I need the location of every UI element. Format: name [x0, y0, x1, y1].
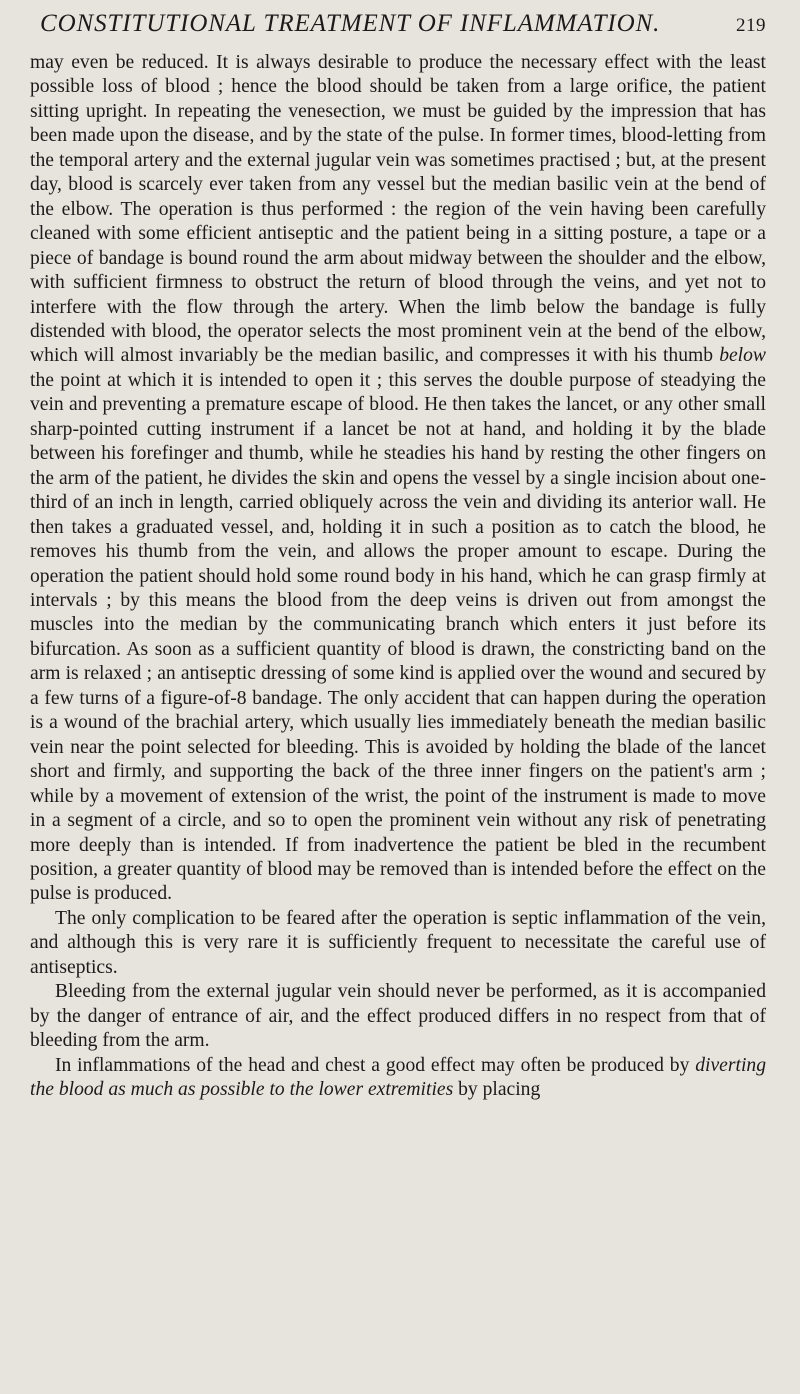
text-run: The only complication to be feared after the operation is septic inflammation of the vein, and although this is very rare it is sufficiently frequent to necessitate the careful use of antiseptics.	[30, 907, 766, 978]
text-run: the point at which it is intended to open it ; this serves the double purpose of steadying the vein and preventing a premature escape of blood. He then takes the lancet, or any other small sharp-pointed cutting instrument if a lancet be not at hand, and holding it by the blade between his forefinger and thumb, while he steadies his hand by resting the other fingers on the arm of the patient, he divides the skin and opens the vessel by a single incision about one-third of an inch in length, carried obliquely across the vein and dividing its anterior wall. He then takes a graduated vessel, and, holding it in such a position as to catch the blood, he removes his thumb from the vein, and allows the proper amount to escape. During the operation the patient should hold some round body in his hand, which he can grasp firmly at intervals ; by this means the blood from the deep veins is driven out from amongst the muscles into the median by the communicating branch which enters it just before its bifurcation. As soon as a sufficient quantity of blood is drawn, the constricting band on the arm is relaxed ; an antiseptic dressing of some kind is applied over the wound and secured by a few turns of a figure-of-8 bandage. The only accident that can happen during the operation is a wound of the brachial artery, which usually lies immediately beneath the median basilic vein near the point selected for bleeding. This is avoided by holding the blade of the lancet short and firmly, and supporting the back of the three inner fingers on the patient's arm ; while by a movement of extension of the wrist, the point of the instrument is made to move in a segment of a circle, and so to open the prominent vein without any risk of penetrating more deeply than is intended. If from inadvertence the patient be bled in the recumbent position, a greater quantity of blood may be removed than is intended before the effect on the pulse is produced.	[30, 369, 766, 905]
text-run: Bleeding from the external jugular vein should never be performed, as it is accompanied by the danger of entrance of air, and the effect produced differs in no respect from that of bleeding from the arm.	[30, 981, 766, 1052]
running-title: CONSTITUTIONAL TREATMENT OF INFLAMMATION.	[40, 10, 661, 37]
paragraph-venesection-procedure	[30, 51, 766, 907]
running-head	[30, 10, 766, 50]
text-run: may even be reduced. It is always desirable to produce the necessary effect with the least possible loss of blood ; hence the blood should be taken from a large orifice, the patient sitting upright. In repeating the venesection, we must be guided by the impression that has been made upon the disease, and by the state of the pulse. In former times, blood-letting from the temporal artery and the external jugular vein was sometimes practised ; but, at the present day, blood is scarcely ever taken from any vessel but the median basilic vein at the bend of the elbow. The operation is thus performed : the region of the vein having been carefully cleaned with some efficient antiseptic and the patient being in a sitting posture, a tape or a piece of bandage is bound round the arm about midway between the shoulder and the elbow, with sufficient firmness to obstruct the return of blood through the veins, and yet not to interfere with the flow through the artery. When the limb below the bandage is fully distended with blood, the operator selects the most prominent vein at the bend of the elbow, which will almost invariably be the median basilic, and compresses it with his thumb	[30, 52, 766, 367]
page-number: 219	[736, 15, 766, 36]
text-run: by placing	[453, 1079, 541, 1101]
paragraph-jugular-bleeding	[30, 980, 766, 1053]
paragraph-diverting-blood	[30, 1054, 766, 1103]
text-run: In inflammations of the head and chest a good effect may often be produced by	[55, 1054, 696, 1076]
italic-run: below	[719, 345, 766, 367]
body-text	[30, 51, 766, 1102]
italic-run: diverting the blood as much as possible to the lower extremities	[30, 1054, 766, 1101]
paragraph-complication	[30, 907, 766, 980]
